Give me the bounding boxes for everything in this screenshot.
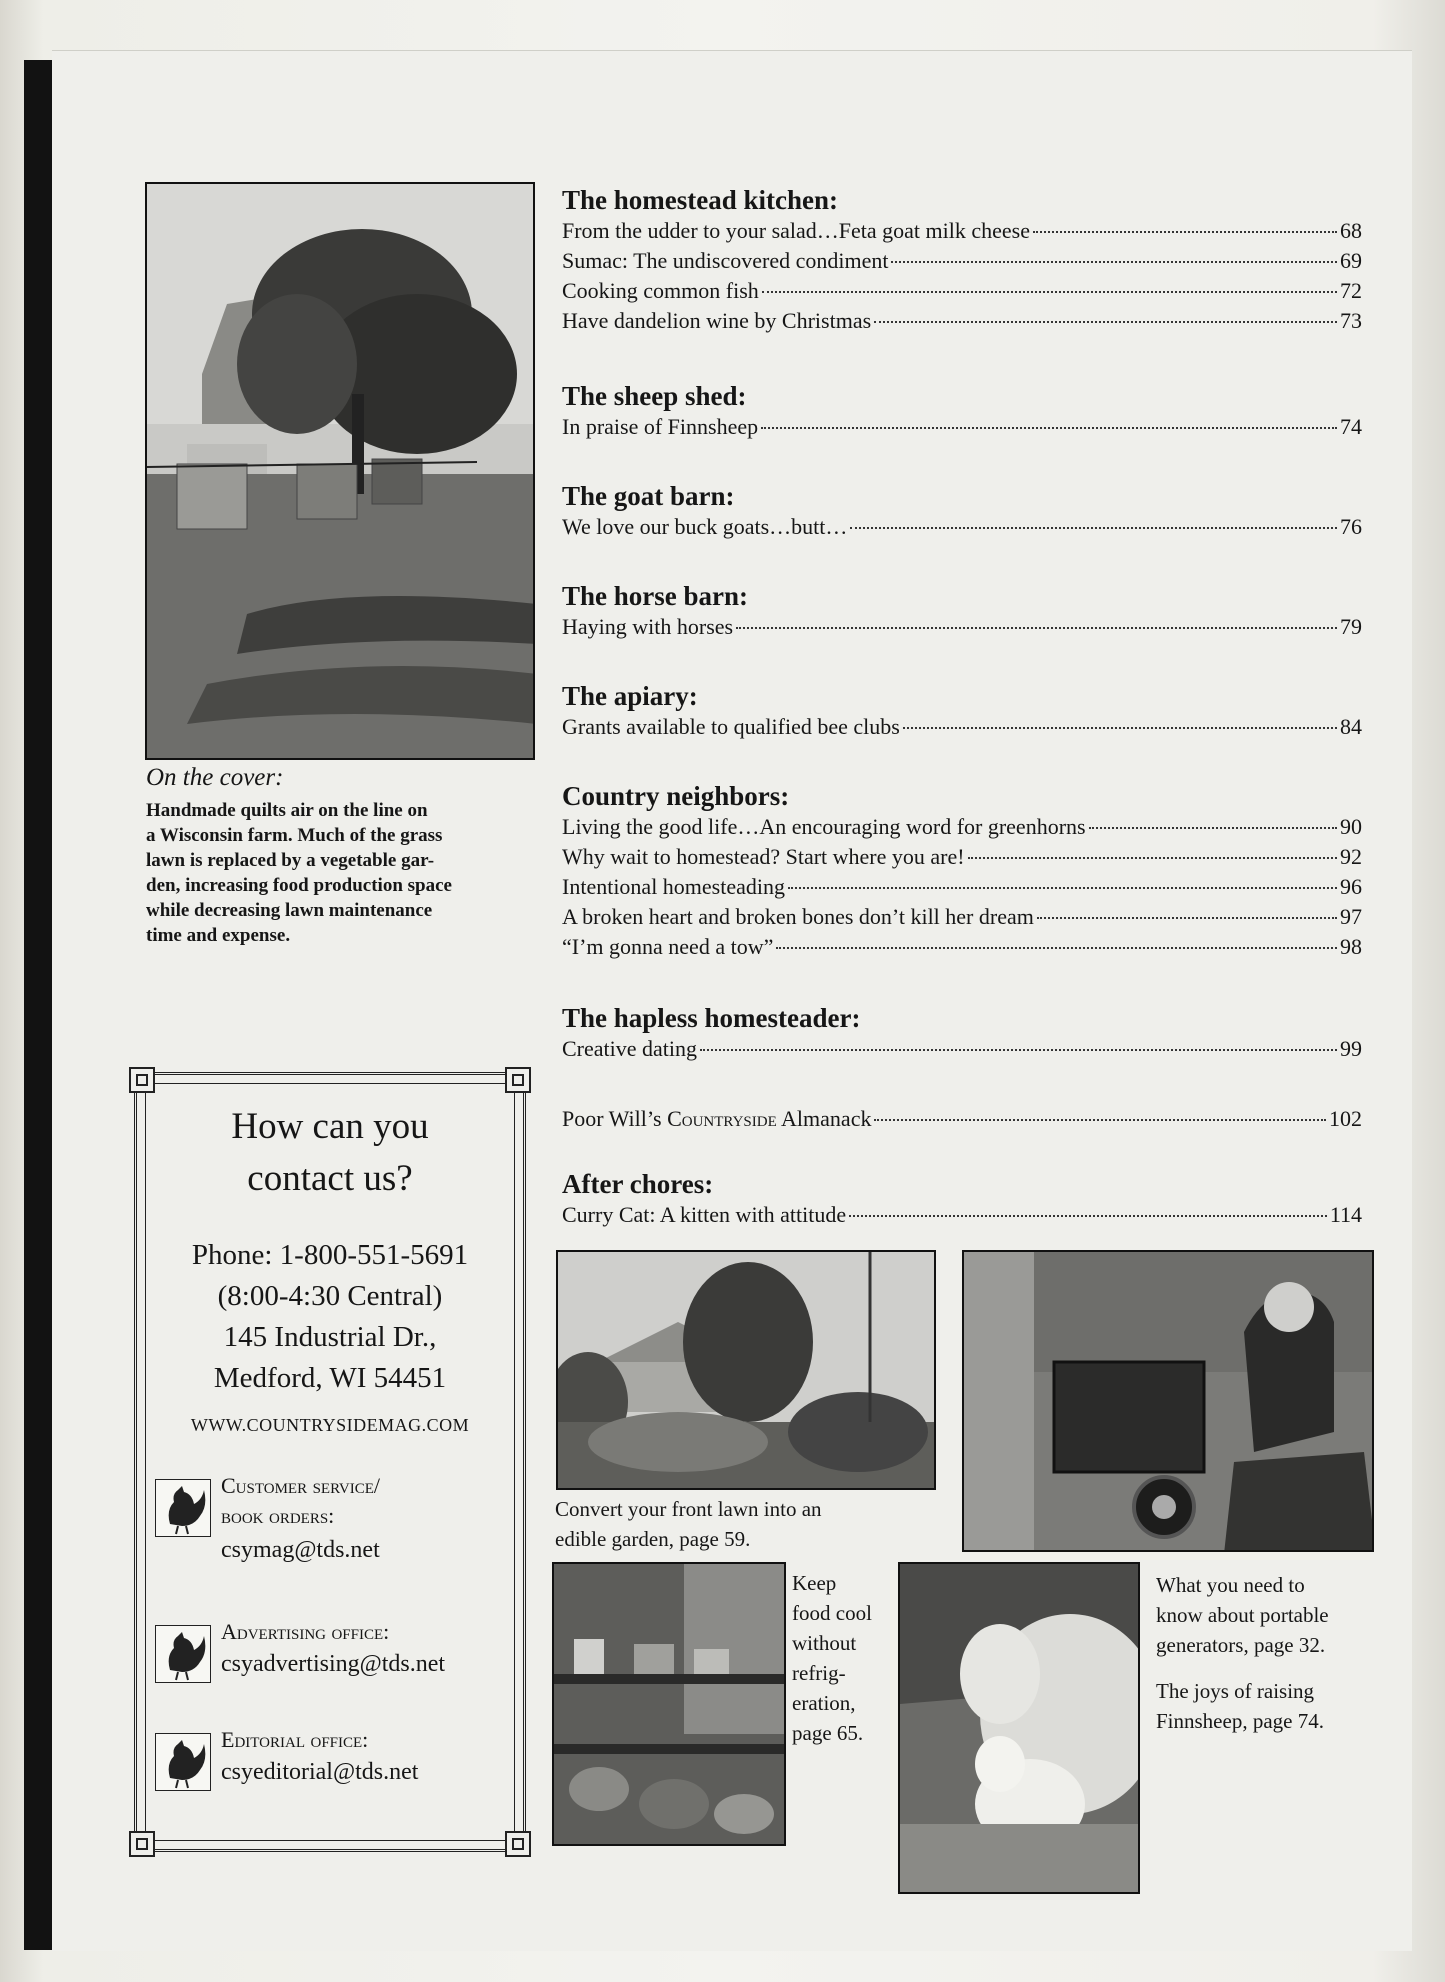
dot-leader bbox=[903, 727, 1337, 729]
toc-entry[interactable] bbox=[562, 306, 1362, 336]
garden-photo bbox=[556, 1250, 936, 1490]
dot-leader bbox=[1033, 231, 1337, 233]
sheep-caption bbox=[1156, 1676, 1396, 1736]
toc-section-apiary bbox=[562, 680, 1362, 742]
almanack-name: Countryside bbox=[667, 1106, 777, 1131]
toc-entry[interactable] bbox=[562, 512, 1362, 542]
caption-line: know about portable bbox=[1156, 1603, 1329, 1627]
entry-title: From the udder to your salad…Feta goat milk cheese bbox=[562, 218, 1030, 243]
caption-line: a Wisconsin farm. Much of the grass bbox=[146, 825, 443, 846]
cover-caption-title: On the cover: bbox=[146, 764, 284, 791]
ornament-corner bbox=[129, 1831, 155, 1857]
dot-leader bbox=[788, 887, 1337, 889]
section-heading: The horse barn: bbox=[562, 581, 749, 611]
caption-line: food cool bbox=[792, 1601, 872, 1625]
business-hours: (8:00-4:30 Central) bbox=[217, 1280, 443, 1312]
entry-title: Sumac: The undiscovered condiment bbox=[562, 248, 889, 273]
contact-box bbox=[134, 1072, 526, 1852]
office-editorial bbox=[155, 1725, 515, 1805]
toc-section-homestead-kitchen bbox=[562, 184, 1362, 336]
toc-entry[interactable] bbox=[562, 276, 1362, 306]
cover-photo bbox=[145, 182, 535, 760]
entry-title: Why wait to homestead? Start where you are! bbox=[562, 844, 965, 869]
caption-line: What you need to bbox=[1156, 1573, 1305, 1597]
almanack-prefix: Poor Will’s bbox=[562, 1106, 662, 1131]
dot-leader bbox=[874, 1119, 1326, 1121]
office-title-line: Customer service/ bbox=[221, 1473, 380, 1498]
cellar-caption bbox=[792, 1568, 912, 1748]
office-title bbox=[221, 1471, 521, 1531]
generator-caption bbox=[1156, 1570, 1396, 1660]
section-heading: The hapless homesteader: bbox=[562, 1003, 861, 1033]
entry-title: Curry Cat: A kitten with attitude bbox=[562, 1202, 847, 1227]
rooster-icon bbox=[155, 1479, 211, 1537]
dot-leader bbox=[700, 1049, 1337, 1051]
toc-section-country-neighbors bbox=[562, 780, 1362, 962]
section-heading: The goat barn: bbox=[562, 481, 735, 511]
entry-page: 98 bbox=[1340, 934, 1362, 959]
caption-line: eration, bbox=[792, 1691, 856, 1715]
toc-entry[interactable] bbox=[562, 842, 1362, 872]
caption-line: Handmade quilts air on the line on bbox=[146, 800, 428, 821]
caption-line: while decreasing lawn maintenance bbox=[146, 900, 433, 921]
cellar-shelves-photo bbox=[552, 1562, 786, 1846]
toc-entry[interactable] bbox=[562, 712, 1362, 742]
ornament-corner bbox=[505, 1831, 531, 1857]
toc-section-after-chores bbox=[562, 1168, 1362, 1230]
cover-caption bbox=[146, 798, 526, 948]
toc-section-sheep-shed bbox=[562, 380, 1362, 442]
dot-leader bbox=[736, 627, 1337, 629]
entry-page: 90 bbox=[1340, 814, 1362, 839]
entry-title: Have dandelion wine by Christmas bbox=[562, 308, 872, 333]
ornament-corner bbox=[129, 1067, 155, 1093]
toc-section-hapless-homesteader bbox=[562, 1002, 1362, 1064]
entry-title: Creative dating bbox=[562, 1036, 698, 1061]
dot-leader bbox=[762, 291, 1337, 293]
office-title: Editorial office: bbox=[221, 1727, 369, 1752]
caption-line: The joys of raising bbox=[1156, 1679, 1315, 1703]
entry-title: A broken heart and broken bones don’t kill her dream bbox=[562, 904, 1034, 929]
dot-leader bbox=[850, 527, 1337, 529]
caption-line: edible garden, page 59. bbox=[555, 1527, 751, 1551]
entry-page: 74 bbox=[1340, 414, 1362, 439]
entry-page: 99 bbox=[1340, 1036, 1362, 1061]
caption-line: page 65. bbox=[792, 1721, 864, 1745]
street-address: 145 Industrial Dr., bbox=[223, 1321, 437, 1353]
contact-heading bbox=[137, 1101, 523, 1205]
almanack-suffix: Almanack bbox=[781, 1106, 872, 1131]
editorial-email[interactable]: csyeditorial@tds.net bbox=[221, 1759, 419, 1785]
customer-service-email[interactable]: csymag@tds.net bbox=[221, 1537, 380, 1563]
dot-leader bbox=[1037, 917, 1337, 919]
toc-entry[interactable] bbox=[562, 246, 1362, 276]
office-advertising bbox=[155, 1617, 515, 1697]
caption-line: time and expense. bbox=[146, 925, 291, 946]
caption-line: Keep bbox=[792, 1571, 837, 1595]
section-heading: The sheep shed: bbox=[562, 381, 747, 411]
garden-caption bbox=[555, 1494, 935, 1554]
contact-address bbox=[137, 1235, 523, 1399]
section-heading: After chores: bbox=[562, 1169, 714, 1199]
entry-page: 72 bbox=[1340, 278, 1362, 303]
dot-leader bbox=[968, 857, 1337, 859]
toc-entry[interactable] bbox=[562, 812, 1362, 842]
caption-line: lawn is replaced by a vegetable gar- bbox=[146, 850, 435, 871]
caption-line: den, increasing food production space bbox=[146, 875, 452, 896]
entry-title: We love our buck goats…butt… bbox=[562, 514, 848, 539]
dot-leader bbox=[849, 1215, 1327, 1217]
entry-page: 92 bbox=[1340, 844, 1362, 869]
caption-line: Convert your front lawn into an bbox=[555, 1497, 822, 1521]
finnsheep-photo bbox=[898, 1562, 1140, 1894]
office-customer-service bbox=[155, 1471, 515, 1563]
toc-entry[interactable] bbox=[562, 216, 1362, 246]
dot-leader bbox=[776, 947, 1337, 949]
entry-page: 114 bbox=[1329, 1202, 1362, 1227]
dot-leader bbox=[761, 427, 1337, 429]
farm-quilts-photo bbox=[147, 184, 535, 760]
toc-entry[interactable] bbox=[562, 872, 1362, 902]
office-title: Advertising office: bbox=[221, 1619, 390, 1644]
toc-section-horse-barn bbox=[562, 580, 1362, 642]
entry-title: Grants available to qualified bee clubs bbox=[562, 714, 900, 739]
rooster-icon bbox=[155, 1625, 211, 1683]
contact-heading-line: contact us? bbox=[247, 1158, 413, 1199]
section-heading: The homestead kitchen: bbox=[562, 185, 838, 215]
entry-page: 79 bbox=[1340, 614, 1362, 639]
binding-edge bbox=[24, 60, 52, 1950]
toc-entry[interactable] bbox=[562, 1200, 1362, 1230]
toc-entry[interactable] bbox=[562, 612, 1362, 642]
entry-page: 73 bbox=[1340, 308, 1362, 333]
dot-leader bbox=[891, 261, 1337, 263]
toc-entry-almanack[interactable] bbox=[562, 1104, 1362, 1134]
toc-entry[interactable] bbox=[562, 412, 1362, 442]
entry-title: Intentional homesteading bbox=[562, 874, 785, 899]
entry-title bbox=[562, 1104, 871, 1134]
entry-title: In praise of Finnsheep bbox=[562, 414, 759, 439]
caption-line: refrig- bbox=[792, 1661, 846, 1685]
ornament-corner bbox=[505, 1067, 531, 1093]
generator-photo bbox=[962, 1250, 1374, 1552]
office-title-line: book orders: bbox=[221, 1503, 335, 1528]
entry-page: 96 bbox=[1340, 874, 1362, 899]
entry-page: 102 bbox=[1329, 1106, 1362, 1131]
advertising-email[interactable]: csyadvertising@tds.net bbox=[221, 1651, 446, 1677]
website-url: WWW.COUNTRYSIDEMAG.COM bbox=[190, 1415, 470, 1435]
dot-leader bbox=[1089, 827, 1337, 829]
dot-leader bbox=[874, 321, 1337, 323]
city-state-zip: Medford, WI 54451 bbox=[213, 1362, 447, 1394]
entry-page: 97 bbox=[1340, 904, 1362, 929]
entry-page: 84 bbox=[1340, 714, 1362, 739]
toc-section-goat-barn bbox=[562, 480, 1362, 542]
entry-title: “I’m gonna need a tow” bbox=[562, 934, 774, 959]
entry-page: 76 bbox=[1340, 514, 1362, 539]
section-heading: Country neighbors: bbox=[562, 781, 790, 811]
phone-number: Phone: 1-800-551-5691 bbox=[191, 1239, 469, 1271]
rooster-icon bbox=[155, 1733, 211, 1791]
toc-entry[interactable] bbox=[562, 932, 1362, 962]
contact-heading-line: How can you bbox=[231, 1106, 429, 1147]
entry-page: 69 bbox=[1340, 248, 1362, 273]
entry-title: Living the good life…An encouraging word for greenhorns bbox=[562, 814, 1086, 839]
entry-title: Haying with horses bbox=[562, 614, 734, 639]
section-heading: The apiary: bbox=[562, 681, 698, 711]
toc-section-almanack bbox=[562, 1104, 1362, 1134]
caption-line: without bbox=[792, 1631, 857, 1655]
toc-entry[interactable] bbox=[562, 902, 1362, 932]
toc-entry[interactable] bbox=[562, 1034, 1362, 1064]
caption-line: generators, page 32. bbox=[1156, 1633, 1326, 1657]
entry-page: 68 bbox=[1340, 218, 1362, 243]
entry-title: Cooking common fish bbox=[562, 278, 759, 303]
caption-line: Finnsheep, page 74. bbox=[1156, 1709, 1324, 1733]
